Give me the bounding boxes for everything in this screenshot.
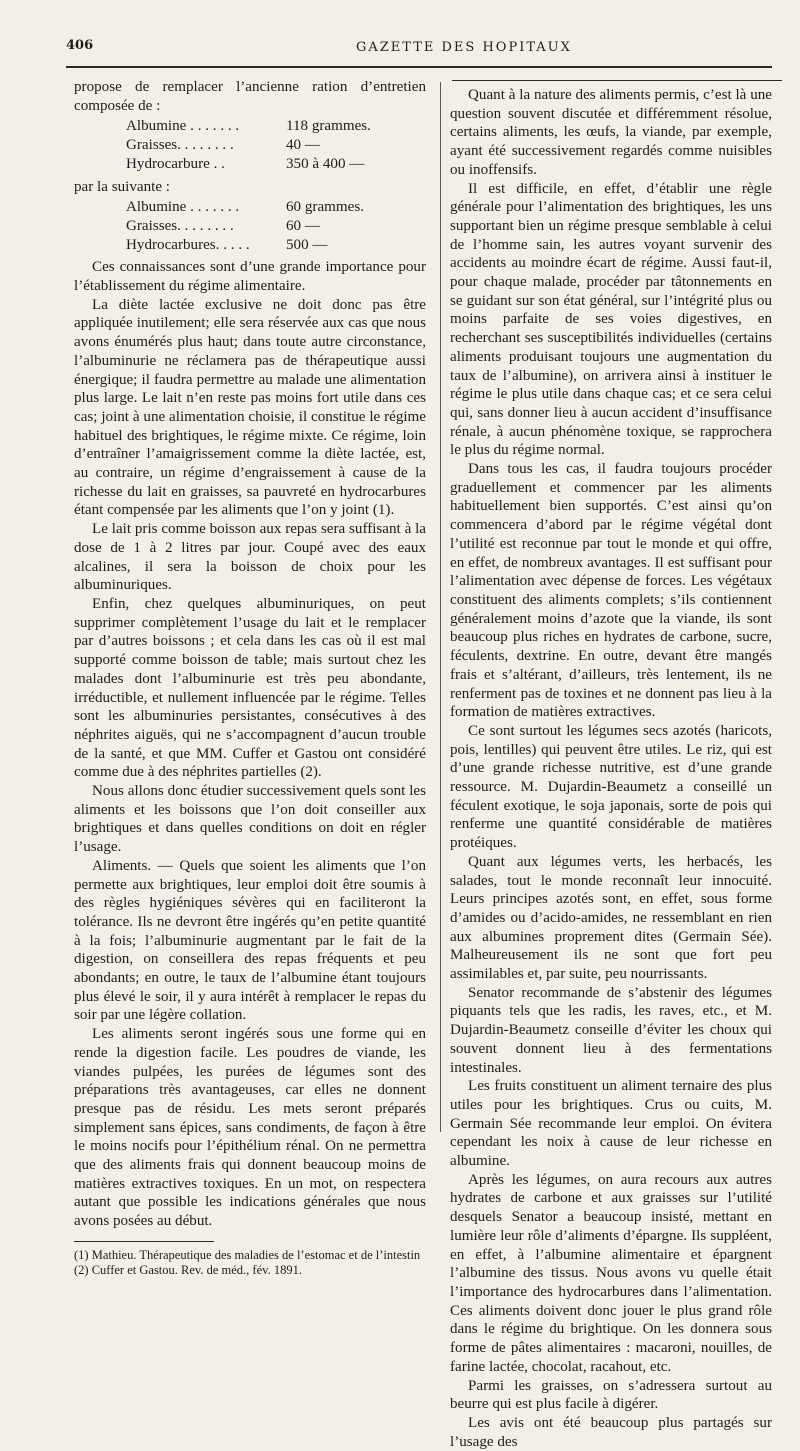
right-column xyxy=(424,86,772,1451)
paragraph: Dans tous les cas, il faudra toujours procéder graduellement et commencer par les aliments habituellement bien supportés. C’est ainsi qu’on commencera d’abord par le régime végétal dont l’utilité est reconnue par tout le monde et qui offre, en effet, de nombreux avantages. Il est suffisant pour l’alimentation avec dépense de forces. Les végétaux constituent des aliments complets; s’ils contiennent généralement moins d’azote que la viande, ils sont beaucoup plus riches en hydrates de carbone, sucre, féculents, dextrine. En outre, devant être mangés frais et s’altérant, d’ailleurs, très lentement, ils ne renferment pas de toxines et ne donnent pas lieu à la formation de matières extractives. xyxy=(450,461,772,721)
paragraph: Les aliments seront ingérés sous une forme qui en rende la digestion facile. Les poudres de viande, les viandes pulpées, les purées de légumes sont des préparations très avantageuses, car elles ne donnent presque pas de résidu. Les mets seront préparés simplement sans épices, sans condiments, de façon à être le moins nocifs pour l’épithélium rénal. On ne permettra que des aliments frais qui donnent beaucoup moins de matières extractives toxiques. En un mot, on respectera autant que possible les indications générales que nous avons posées au début. xyxy=(74,1026,426,1230)
footnote-rule xyxy=(74,1241,214,1242)
paragraph: Ce sont surtout les légumes secs azotés (haricots, pois, lentilles) qui peuvent être utiles. Le riz, qui est d’une grande richesse nutritive, est d’une grande ressource. M. Dujardin-Beaumetz a conseillé un féculent exotique, le soja japonais, sorte de pois qui renferme une quantité considérable de matières protéiques. xyxy=(450,722,772,852)
nutrient-name: Hydrocarbure . . xyxy=(126,155,225,172)
nutrient-value: 60 — xyxy=(286,217,320,234)
paragraph: Les avis ont été beaucoup plus partagés sur l’usage des xyxy=(450,1414,772,1450)
page-number: 406 xyxy=(66,38,94,53)
paragraph: Le lait pris comme boisson aux repas sera suffisant à la dose de 1 à 2 litres par jour. Coupé avec des eaux alcalines, il sera la boisson de choix pour les albuminuriques. xyxy=(74,521,426,594)
intro-text: propose de remplacer l’ancienne ration d’entretien composée de : xyxy=(74,79,426,114)
paragraph: Il est difficile, en effet, d’établir une règle générale pour l’alimentation des brightiques, les uns supportant bien un régime presque semblable à celui de l’homme sain, les autres voyant survenir des accidents au moindre écart de régime. Aussi faut-il, pour chaque malade, procéder par tâtonnements en se guidant sur son état général, sur l’intégrité plus ou moins parfaite de ses voies digestives, en recherchant ses susceptibilités individuelles (certains aliments produisant toujours une augmentation du taux de l’albumine), on arrivera ainsi à instituer le régime le plus utile dans chaque cas; et ce sera celui qui, sans donner lieu à aucun accident d’insuffisance rénale, à aucun phénomène toxique, se rapprochera le plus du régime normal. xyxy=(450,180,772,459)
running-title: GAZETTE DES HOPITAUX xyxy=(356,40,572,55)
nutrient-value: 40 — xyxy=(286,137,320,154)
table-row xyxy=(126,136,426,155)
nutrient-name: Graisses. . . . . . . . xyxy=(126,217,234,234)
nutrient-name: Hydrocarbures. . . . . xyxy=(126,236,250,253)
nutrient-name: Graisses. . . . . . . . xyxy=(126,137,234,154)
nutrient-value: 60 grammes. xyxy=(286,199,364,216)
paragraph: Quant aux légumes verts, les herbacés, les salades, tout le monde reconnaît leur innocuité. Leurs principes azotés sont, en effet, sous forme d’amides ou d’acido-amides, ne ressemblant en rien aux albumines proprement dites (Germain Sée). Malheureusement ils ne sont que fort peu assimilables et, par suite, peu nourrissants. xyxy=(450,853,772,983)
paragraph: Nous allons donc étudier successivement quels sont les aliments et les boissons que l’on doit conseiller aux brightiques et dans quelles conditions on doit en régler l’usage. xyxy=(74,783,426,856)
table-row xyxy=(126,155,426,174)
paragraph: Ces connaissances sont d’une grande importance pour l’établissement du régime alimentaire. xyxy=(74,259,426,295)
nutrient-name: Albumine . . . . . . . xyxy=(126,199,240,216)
nutrient-value: 500 — xyxy=(286,236,328,253)
ration-table-new xyxy=(126,198,426,254)
header-rule-secondary xyxy=(452,80,782,81)
paragraph: Aliments. — Quels que soient les aliments que l’on permette aux brightiques, leur emploi doit être soumis à des règles hygiéniques sévères qui en faciliteront la tolérance. Ils ne devront être ingérés qu’en petite quantité à la fois; l’albuminurie augmentant par le fait de la digestion, on conseillera des repas fréquents et peu abondants; en outre, le taux de l’albumine étant toujours plus élevé le soir, il y aura intérêt à remplacer le repas du soir par une légère collation. xyxy=(74,857,426,1024)
paragraph: Quant à la nature des aliments permis, c’est là une question souvent discutée et différemment résolue, certains aliments, les œufs, la viande, par exemple, ayant été successivement regardés comme nuisibles ou inoffensifs. xyxy=(450,87,772,178)
transition-text: par la suivante : xyxy=(74,178,170,195)
page-header xyxy=(66,38,766,64)
table-row xyxy=(126,198,426,217)
paragraph: Senator recommande de s’abstenir des légumes piquants tels que les radis, les raves, etc., et M. Dujardin-Beaumetz conseille d’éviter les choux qui souvent donnent lieu à des fermentations intestinales. xyxy=(450,984,772,1076)
table-row xyxy=(126,236,426,255)
paragraph: Les fruits constituent un aliment ternaire des plus utiles pour les brightiques. Crus ou cuits, M. Germain Sée recommande leur emploi. On évitera cependant les noix à cause de leur richesse en albumine. xyxy=(450,1078,772,1170)
ration-table-old xyxy=(126,117,426,173)
paragraph: Enfin, chez quelques albuminuriques, on peut supprimer complètement l’usage du lait et le remplacer par d’autres boissons ; et cela dans les cas où il est mal supporté comme boisson de table; mais surtout chez les malades dont l’albuminurie est très peu abondante, irréductible, et nullement influencée par le régime. Telles sont les albuminuries persistantes, consécutives à des néphrites aiguës, qui ne s’accompagnent d’aucun trouble de la santé, et que MM. Cuffer et Gastou ont considéré comme due à des néphrites partielles (2). xyxy=(74,595,426,781)
table-row xyxy=(126,117,426,136)
footnote: (2) Cuffer et Gastou. Rev. de méd., fév. 1891. xyxy=(74,1262,302,1277)
table-row xyxy=(126,217,426,236)
left-column xyxy=(74,78,426,1278)
paragraph: La diète lactée exclusive ne doit donc pas être appliquée inutilement; elle sera réservée aux cas que nous avons énumérés plus haut; dans toute autre circonstance, l’albuminurie ne réclamera pas de thérapeutique aussi énergique; il faudra permettre au malade une alimentation plus large. Le lait n’en reste pas moins fort utile dans ces cas; joint à une alimentation choisie, il constitue le régime habituel des brightiques, le régime mixte. Ce régime, loin d’entraîner l’amaigrissement comme la diète lactée, est, au contraire, un régime d’engraissement à cause de la richesse du lait en graisses, sa pauvreté en hydrocarbures étant compensée par les aliments que l’on y joint (1). xyxy=(74,296,426,519)
paragraph: Parmi les graisses, on s’adressera surtout au beurre qui est plus facile à digérer. xyxy=(450,1377,772,1413)
nutrient-value: 118 grammes. xyxy=(286,118,371,135)
paragraph: Après les légumes, on aura recours aux autres hydrates de carbone et aux graisses sur l’utilité desquels Senator a beaucoup insisté, mettant en lumière leur rôle d’aliments d’épargne. Ils suppléent, en effet, à l’albumine alimentaire et épargnent l’albumine des tissus. Nous avons vu quelle était l’importance des hydrocarbures dans l’alimentation. Ces aliments doivent donc jouer le plus grand rôle dans le régime du brightique. On les donnera sous forme de pâtes alimentaires : macaroni, nouilles, de farine lactée, chocolat, racahout, etc. xyxy=(450,1171,772,1375)
header-rule xyxy=(66,66,772,68)
footnote: (1) Mathieu. Thérapeutique des maladies de l’estomac et de l’intestin xyxy=(74,1247,421,1262)
nutrient-name: Albumine . . . . . . . xyxy=(126,118,240,135)
nutrient-value: 350 à 400 — xyxy=(286,155,365,172)
